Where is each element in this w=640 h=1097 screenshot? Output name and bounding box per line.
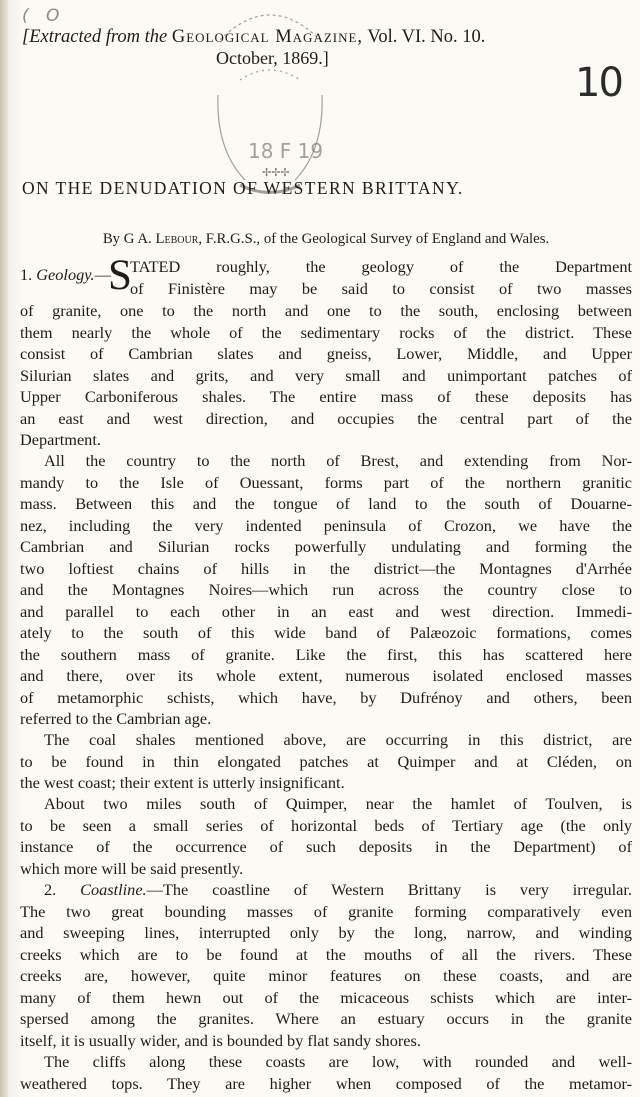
text-line: itself, it is usually wider, and is bounded by flat sandy shores. (20, 1030, 421, 1050)
text-line: creeks which are to be found at the mouths of all the rivers. These (20, 944, 632, 964)
section-1-label: 1. Geology.— (20, 265, 111, 284)
text-line: instance of the occurrence of such deposits in the Department) of (20, 837, 632, 856)
text-line: About two miles south of Quimper, near the hamlet of Toulven, is (44, 794, 632, 813)
paragraph-4 (20, 793, 632, 879)
section-2-first-line: —The coastline of Western Brittany is very irregular. (146, 880, 632, 899)
text-line: consist of Cambrian slates and gneiss, Lower, Middle, and Upper (20, 344, 632, 363)
text-line: weathered tops. They are higher when composed of the metamor- (20, 1073, 632, 1093)
text-line: two loftiest chains of hills in the district—the Montagnes d'Arrhée (20, 558, 632, 578)
section-1-intro (20, 252, 632, 299)
text-line: The coal shales mentioned above, are occurring in this district, are (44, 730, 632, 749)
publication-name: Geological Magazine, (171, 27, 364, 47)
text-line: and there, over its whole extent, numerous isolated enclosed masses (20, 666, 632, 685)
svg-text:✢✢✢: ✢✢✢ (262, 166, 290, 179)
text-line: of granite, one to the north and one to the south, enclosing between (20, 301, 632, 320)
author-affiliation: of the Geological Survey of England and Wales. (263, 231, 550, 247)
text-line: Silurian slates and grits, and very small and unimportant patches of (20, 365, 632, 385)
stamp-year: 18 F 19 (248, 139, 324, 163)
intro-lines (128, 256, 632, 299)
text-line: of Finistère may be said to consist of two masses (130, 278, 632, 298)
text-line: them nearly the whole of the sedimentary rocks of the district. These (20, 322, 632, 342)
page-spine-shadow (0, 0, 8, 1097)
text-line: referred to the Cambrian age. (20, 709, 212, 728)
text-line: to be seen a small series of horizontal beds of Tertiary age (the only (20, 815, 632, 835)
section-2-number: 2. (44, 880, 57, 899)
text-line: All the country to the north of Brest, and extending from Nor- (44, 451, 632, 470)
text-line: and sweeping lines, interrupted only by the long, narrow, and winding (20, 923, 632, 942)
text-line: the west coast; their extent is utterly insignificant. (20, 773, 345, 792)
article-byline (20, 231, 632, 248)
section-1-number: 1. (20, 265, 33, 284)
pencil-mark: ( O (22, 6, 66, 26)
drop-cap: S (108, 252, 132, 299)
text-line: mass. Between this and the tongue of land to the south of Douarne- (20, 494, 632, 513)
volume-number: Vol. VI. No. 10. (367, 27, 486, 47)
source-header (22, 27, 632, 48)
paragraph-1 (20, 300, 632, 451)
text-line: Cambrian and Silurian rocks powerfully undulating and forming the (20, 537, 632, 556)
text-line: of metamorphic schists, which have, by Dufrénoy and others, been (20, 687, 632, 707)
text-line: and the Montagnes Noires—which run across the country close to (20, 580, 632, 599)
text-line: Upper Carboniferous shales. The entire mass of these deposits has (20, 387, 632, 406)
text-line: mandy to the Isle of Ouessant, forms part of the northern granitic (20, 472, 632, 492)
text-line: TATED roughly, the geology of the Department (130, 257, 632, 276)
issue-date: October, 1869.] (216, 48, 329, 68)
text-line: The cliffs along these coasts are low, with rounded and well- (44, 1052, 632, 1071)
section-1-heading: Geology. (36, 265, 95, 284)
paragraph-5 (20, 879, 632, 1051)
pencil-page-number: 10 (575, 60, 622, 106)
text-line: The two great bounding masses of granite forming comparatively even (20, 901, 632, 921)
paragraph-6 (20, 1051, 632, 1094)
paragraph-2 (20, 450, 632, 730)
paragraph-3 (20, 729, 632, 794)
text-line: ately to the south of this wide band of Palæozoic formations, comes (20, 623, 632, 642)
section-2-heading: Coastline. (80, 880, 147, 899)
text-line: Department. (20, 430, 101, 449)
text-line: to be found in thin elongated patches at Quimper and at Cléden, on (20, 751, 632, 771)
text-line: the southern mass of granite. Like the first, this has scattered here (20, 644, 632, 664)
byline-by: By (102, 231, 121, 247)
text-line: creeks are, however, quite minor features on these coasts, and are (20, 966, 632, 985)
text-line (20, 879, 632, 901)
source-prefix: [Extracted from the (22, 27, 168, 47)
author-name: G A. Lebour, F.R.G.S., (123, 231, 261, 247)
text-line: nez, including the very indented peninsula of Crozon, we have the (20, 515, 632, 535)
text-line: spersed among the granites. Where an estuary occurs in the granite (20, 1009, 632, 1028)
text-line: and parallel to each other in an east and west direction. Immedi- (20, 601, 632, 621)
article-title: ON THE DENUDATION OF WESTERN BRITTANY. (22, 178, 464, 198)
text-line: which more will be said presently. (20, 858, 244, 878)
text-line: an east and west direction, and occupies the central part of the (20, 408, 632, 428)
text-line: many of them hewn out of the micaceous schists which are inter- (20, 987, 632, 1007)
